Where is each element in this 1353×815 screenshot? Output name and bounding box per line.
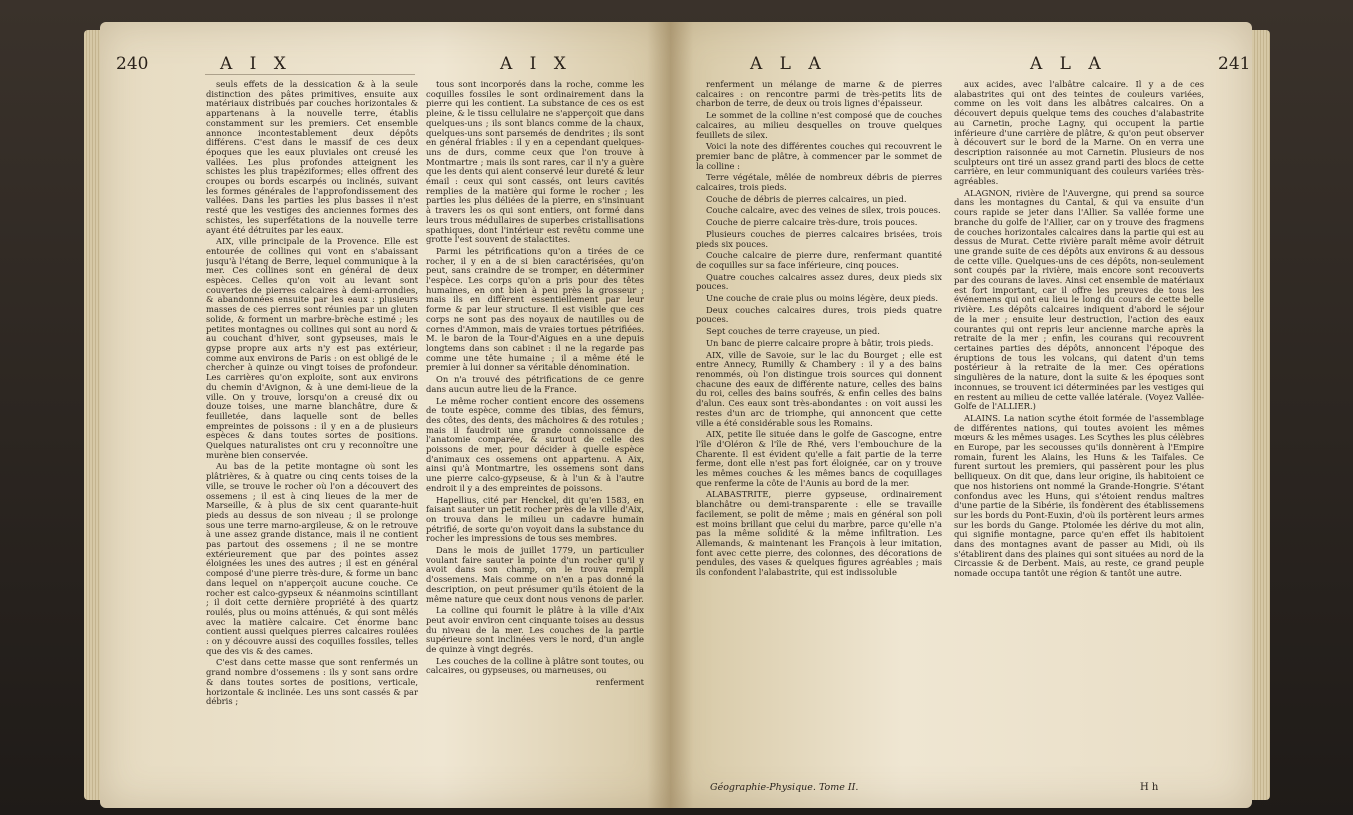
paragraph: Le sommet de la colline n'est composé que de couches calcaires, au milieu desquelles on trouve quelques feuillets de silex. [696, 110, 942, 140]
paragraph: Dans le mois de juillet 1779, un particulier voulant faire sauter la pointe d'un rocher qu'il y avoit dans son champ, on le trouva rempli d'ossemens. Mais comme on n'en a pas donné la description, on peut présumer qu'ils étoient de la même nature que ceux dont nous venons de parler. [426, 545, 644, 604]
layer-item: Couche calcaire de pierre dure, renfermant quantité de coquilles sur sa face inférieure, cinq pouces. [696, 250, 942, 270]
layer-item: Terre végétale, mêlée de nombreux débris de pierres calcaires, trois pieds. [696, 172, 942, 193]
layer-item: Quatre couches calcaires assez dures, deux pieds six pouces. [696, 271, 942, 292]
column-rule [205, 74, 415, 75]
catchword: renferment [595, 677, 644, 688]
paragraph: Hapellius, cité par Henckel, dit qu'en 1583, en faisant sauter un petit rocher près de la ville d'Aix, on trouva dans le milieu un cadavre humain pétrifié, de sorte qu'on voyoit dans la substance du rocher les impressions de tous ses membres. [426, 494, 644, 544]
layer-item: Couche de pierre calcaire très-dure, trois pouces. [706, 217, 918, 228]
right-page [670, 22, 1252, 808]
paragraph: Parmi les pétrifications qu'on a tirées de ce rocher, il y en a de si bien caractérisées, qu'on peut, sans craindre de se tromper, en déterminer l'espèce. Les corps qu'on a pris pour des têtes humaines, en ont bien à peu près la grosseur ; mais ils en diffèrent essentiellement par leur forme & par leur structure. Il est visible que ces corps ne sont pas des noyaux de nautilles ou de cornes d'Ammon, mais de vraies tortues pétrifiées. M. le baron de la Tour-d'Aigues en a une depuis longtems dans son cabinet : il ne la regarde pas comme une tête humaine ; il a même été le premier à lui donner sa véritable dénomination. [426, 245, 644, 373]
paragraph: AIX, petite île située dans le golfe de Gascogne, entre l'île d'Oléron & l'île de Rhé, vers l'embouchure de la Charente. Il est évident qu'elle a fait partie de la terre ferme, dont elle n'est pas fort éloignée, car on y trouve les mêmes couches & les mêmes bancs de coquillages que renferme la côte de l'Aunis au bord de la mer. [696, 429, 942, 488]
paragraph: Le même rocher contient encore des ossemens de toute espèce, comme des tibias, des fémurs, des côtes, des dents, des mâchoires & des rotules ; mais il faudroit une grande connoissance de l'anatomie comparée, & surtout de celle des poissons de mer, pour décider à quelle espèce d'animaux ces ossemens ont appartenu. A Aix, ainsi qu'à Montmartre, les ossemens sont dans une pierre calco-gypseuse, & à l'un & à l'autre endroit il y a des empreintes de poissons. [426, 395, 644, 493]
paragraph: Les couches de la colline à plâtre sont toutes, ou calcaires, ou gypseuses, ou marneuses, ou [426, 655, 644, 676]
layer-item: Une couche de craie plus ou moins légère, deux pieds. [706, 293, 939, 304]
paragraph: On n'a trouvé des pétrifications de ce genre dans aucun autre lieu de la France. [426, 374, 644, 394]
footer-volume: Géographie-Physique. Tome II. [710, 782, 859, 793]
running-head-right-1: A L A [750, 54, 827, 74]
paragraph: Au bas de la petite montagne où sont les plâtrières, & à quatre ou cinq cents toises de la ville, se trouve le rocher où l'on a découvert des ossemens ; il est à cinq lieues de la mer de Marseille, & à plus de six cent quarante-huit pieds au dessus de son niveau ; il se prolonge sous une terre marno-argileuse, & on le retrouve à une assez grande distance, mais il ne contient pas partout des ossemens ; il ne se montre extérieurement que par des pointes assez éloignées les unes des autres ; il est en général composé d'une pierre très-dure, & forme un banc dans lequel on n'apperçoit aucune couche. Ce rocher est calco-gypseux & néanmoins scintillant ; il doit cette dernière propriété à des quartz roulés, plus ou moins atténués, & qui sont mêlés avec la matière calcaire. Cet énorme banc contient aussi quelques pierres calcaires roulées : on y découvre aussi des coquilles fossiles, telles que des vis & des cames. [206, 461, 418, 656]
left-page [100, 22, 670, 808]
left-page-column-2 [426, 80, 644, 780]
page-number-right: 241 [1218, 54, 1251, 74]
paragraph: Voici la note des différentes couches qui recouvrent le premier banc de plâtre, à commencer par le sommet de la colline : [696, 141, 942, 171]
paragraph: renferment un mélange de marne & de pierres calcaires : on rencontre parmi de très-petits lits de charbon de terre, de deux ou trois lignes d'épaisseur. [696, 80, 942, 109]
paragraph: ALAINS. La nation scythe étoit formée de l'assemblage de différentes nations, qui toutes avoient les mêmes mœurs & les mêmes usages. Les Scythes les plus célèbres en Europe, par les secousses qu'ils donnèrent à l'Empire romain, furent les Alains, les Huns & les Taifales. Ce furent surtout les premiers, qui passèrent pour les plus belliqueux. On dit que, dans leur origine, ils habitoient ce que nos historiens ont nommé la Grande-Hongrie. S'étant confondus avec les Huns, qui s'étoient rendus maîtres d'une partie de la Sibérie, ils fondèrent des établissemens sur les bords du Pont-Euxin, d'où ils portèrent leurs armes sur les bords du Gange. Ptolomée les dérive du mot alin, qui signifie montagne, parce qu'en effet ils habitoient dans des montagnes avant de passer au Midi, où ils s'établirent dans des plaines qui sont situées au nord de la Circassie & de Derbent. Mais, au reste, ce grand peuple nomade occupa tantôt une région & tantôt une autre. [954, 412, 1204, 579]
layer-item: Couche calcaire, avec des veines de silex, trois pouces. [706, 205, 941, 216]
running-head-left-1: A I X [220, 54, 292, 74]
running-head-right-2: A L A [1030, 54, 1107, 74]
running-head-left-2: A I X [500, 54, 572, 74]
page-number-left: 240 [116, 54, 149, 74]
paragraph: C'est dans cette masse que sont renfermés un grand nombre d'ossemens : ils y sont sans ordre & dans toutes sortes de positions, verticale, horizontale & inclinée. Les uns sont cassés & par débris ; [206, 657, 418, 707]
paragraph: ALAGNON, rivière de l'Auvergne, qui prend sa source dans les montagnes du Cantal, & qui va ensuite d'un cours rapide se jeter dans l'Allier. Sa vallée forme une branche du golfe de l'Allier, car on y trouve des fragmens de couches horizontales calcaires dans la partie qui est au dessus de Murat. Cette rivière paraît même avoir détruit une grande suite de ces dépôts aux environs & au dessous de cette ville. Quelques-uns de ces dépôts, non-seulement sont coupés par la rivière, mais encore sont recouverts par des courans de laves. Ainsi cet ensemble de matériaux est fort important, car il offre les preuves de tous les événemens qui ont eu lieu le long du cours de cette belle rivière. Les dépôts calcaires indiquent d'abord le séjour de la mer ; ensuite leur destruction, l'action des eaux courantes qui ont repris leur ancienne marche après la retraite de la mer ; enfin, les courans qui recouvrent certaines parties des dépôts, annoncent l'époque des éruptions de tous les volcans, qui datent d'un tems postérieur à la retraite de la mer. Ces opérations singulières de la nature, dont la suite & les époques sont inconnues, se trouvent ici déterminées par les vestiges qui en restent au milieu de cette vallée latérale. (Voyez Vallée-Golfe de l'ALLIER.) [954, 187, 1204, 412]
paragraph: tous sont incorporés dans la roche, comme les coquilles fossiles le sont ordinairement dans la pierre qui les contient. La substance de ces os est pleine, & le tissu cellulaire ne s'apperçoit que dans quelques-uns ; ils sont blancs comme de la chaux, quelques-uns sont parsemés de dendrites ; ils sont en général friables : il y en a cependant quelques-uns de durs, comme ceux que l'on trouve à Montmartre ; mais ils sont rares, car il n'y a guère que les dents qui aient conservé leur dureté & leur émail : ceux qui sont cassés, ont leurs cavités remplies de la matière qui forme le rocher ; les parties les plus déliées de la pierre, en s'insinuant à travers les os qui sont entiers, ont formé dans leurs trous médullaires de superbes cristallisations spathiques, dont l'intérieur est revêtu comme une grotte l'est souvent de stalactites. [426, 80, 644, 245]
page-edges-right [1252, 30, 1270, 800]
paragraph: ALABASTRITE, pierre gypseuse, ordinairement blanchâtre ou demi-transparente : elle se travaille facilement, se polit de même ; mais en général son poli est moins brillant que celui du marbre, parce qu'elle n'a pas la même solidité & la même infiltration. Les Allemands, & maintenant les François à leur imitation, font avec cette pierre, des colonnes, des décorations de pendules, des vases & quelques figures agréables ; mais ils confondent l'alabastrite, qui est indissoluble [696, 489, 942, 578]
layer-item: Couche de débris de pierres calcaires, un pied. [706, 193, 907, 204]
layer-item: Sept couches de terre crayeuse, un pied. [706, 326, 880, 337]
paragraph: AIX, ville principale de la Provence. Elle est entourée de collines qui vont en s'abaissant jusqu'à l'étang de Berre, lequel communique à la mer. Ces collines sont en général de deux espèces. Celles qu'on voit au levant sont couvertes de pierres calcaires à demi-arrondies, & abandonnées ensuite par les eaux : plusieurs masses de ces pierres sont réunies par un gluten solide, & forment un marbre-brèche estimé ; les petites montagnes ou collines qui sont au nord & au couchant d'hiver, sont gypseuses, mais le gypse propre aux arts n'y est pas extérieur, comme aux environs de Paris : on est obligé de le chercher à quinze ou vingt toises de profondeur. Les carrières qu'on exploite, sont aux environs du chemin d'Avignon, & à une demi-lieue de la ville. On y trouve, lorsqu'on a creusé dix ou douze toises, une marne blanchâtre, dure & feuilletée, dans laquelle sont de belles empreintes de poissons : il y en a de plusieurs espèces & dans toutes sortes de positions. Quelques naturalistes ont cru y reconnoître une murène bien conservée. [206, 236, 418, 460]
right-page-column-1 [696, 80, 942, 780]
right-page-column-2 [954, 80, 1204, 740]
layer-item: Un banc de pierre calcaire propre à bâtir, trois pieds. [706, 337, 934, 348]
paragraph: aux acides, avec l'albâtre calcaire. Il y a de ces alabastrites qui ont des teintes de couleurs variées, comme on les voit dans les albâtres calcaires. On a découvert depuis quelque tems des couches d'alabastrite au Carnetin, proche Lagny, qui occupent la partie inférieure d'une carrière de plâtre, & qu'on peut observer à découvert sur le bord de la Marne. On en verra une description raisonnée au mot Carnetin. Plusieurs de nos sculpteurs ont tiré un assez grand parti des blocs de cette carrière, en leur communiquant des couleurs variées très-agréables. [954, 80, 1204, 187]
layer-item: Plusieurs couches de pierres calcaires brisées, trois pieds six pouces. [696, 228, 942, 249]
layer-item: Deux couches calcaires dures, trois pieds quatre pouces. [696, 304, 942, 325]
paragraph: La colline qui fournit le plâtre à la ville d'Aix peut avoir environ cent cinquante toises au dessus du niveau de la mer. Les couches de la partie supérieure sont inclinées vers le nord, d'un angle de quinze à vingt degrés. [426, 605, 644, 655]
paragraph: AIX, ville de Savoie, sur le lac du Bourget ; elle est entre Annecy, Rumilly & Chambery : il y a des bains renommés, où l'on distingue trois sources qui donnent chacune des eaux de différente nature, celles des bains du roi, celles des bains soufrés, & enfin celles des bains d'alun. Ces eaux sont très-abondantes : on voit aussi les restes d'un arc de triomphe, qui annoncent que cette ville a été considérable sous les Romains. [696, 349, 942, 428]
paragraph: seuls effets de la dessication & à la seule distinction des pâtes primitives, ensuite aux matériaux distribués par couches horizontales & appartenans à la nouvelle terre, établis constamment sur les premiers. Cet ensemble annonce incontestablement deux dépôts différens. C'est dans le massif de ces deux époques que les eaux pluviales ont creusé les vallées. Les plus profondes atteignent les schistes les plus trapéziformes; elles offrent des croupes ou bords escarpés ou inclinés, suivant les formes générales de l'approfondissement des vallées. Dans les parties les plus basses il n'est resté que les vestiges des anciennes formes des schistes, les superfétations de la nouvelle terre ayant été détruites par les eaux. [206, 80, 418, 235]
left-page-column-1 [206, 80, 418, 780]
signature-mark: H h [1140, 782, 1159, 793]
